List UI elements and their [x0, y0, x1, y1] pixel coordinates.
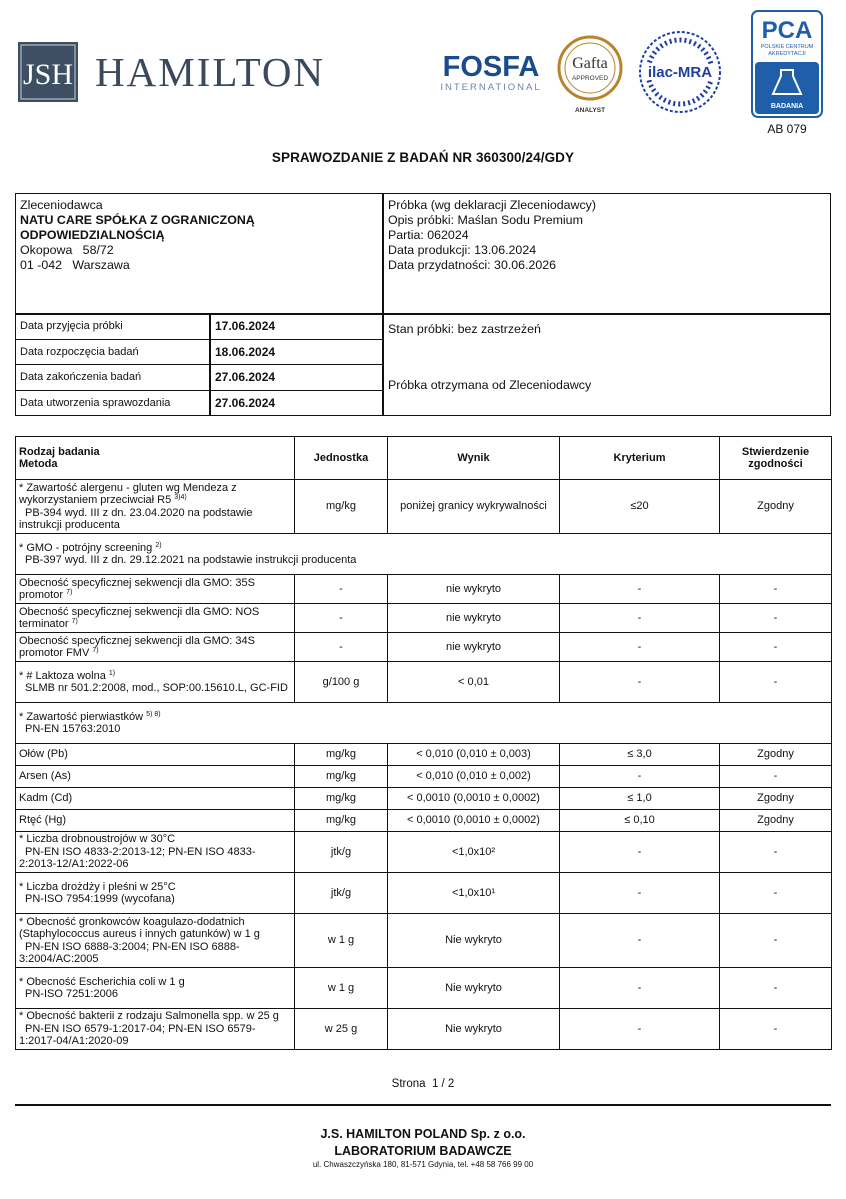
cell-result: < 0,010 (0,010 ± 0,002)	[388, 766, 560, 788]
cell-criterion: -	[560, 604, 720, 633]
cell-test: * Liczba drożdży i pleśni w 25°C PN-ISO 7954:1999 (wycofana)	[16, 873, 295, 914]
cell-unit: g/100 g	[295, 662, 388, 703]
cell-method: PB-394 wyd. III z dn. 23.04.2020 na podstawie instrukcji producenta	[19, 506, 253, 531]
divider	[209, 314, 211, 339]
cell-criterion: -	[560, 633, 720, 662]
date-label: Data przyjęcia próbki	[20, 320, 123, 332]
table-row	[16, 604, 832, 633]
cell-result: < 0,0010 (0,0010 ± 0,0002)	[388, 788, 560, 810]
cell-method: SLMB nr 501.2:2008, mod., SOP:00.15610.L, GC-FID	[25, 682, 288, 694]
header-result: Wynik	[388, 437, 560, 480]
table-row	[16, 832, 832, 873]
cell-unit: jtk/g	[295, 832, 388, 873]
cell-test: Kadm (Cd)	[16, 788, 295, 810]
cell-unit: w 1 g	[295, 968, 388, 1009]
header-unit: Jednostka	[295, 437, 388, 480]
cell-unit: mg/kg	[295, 766, 388, 788]
cell-test: Obecność specyficznej sekwencji dla GMO: NOS terminator $^{7)}$	[16, 604, 295, 633]
cell-conformity: Zgodny	[720, 480, 832, 534]
svg-text:BADANIA: BADANIA	[770, 103, 804, 110]
cell-result: < 0,0010 (0,0010 ± 0,0002)	[388, 810, 560, 832]
sample-expiry-date: Data przydatności: 30.06.2026	[388, 258, 557, 272]
brand-name: HAMILTON	[95, 49, 326, 95]
cell-result: nie wykryto	[388, 633, 560, 662]
cell-criterion: -	[560, 968, 720, 1009]
table-row	[16, 744, 832, 766]
table-row	[16, 968, 832, 1009]
table-row	[16, 703, 832, 744]
cell-criterion: -	[560, 662, 720, 703]
sample-batch: Partia: 062024	[388, 228, 469, 242]
cell-test: * Obecność bakterii z rodzaju Salmonella spp. w 25 g PN-EN ISO 6579-1:2017-04; PN-EN ISO 6579-1:2017-04/A1:2020-09	[16, 1009, 295, 1050]
cell-result: <1,0x10¹	[388, 873, 560, 914]
client-name: NATU CARE SPÓŁKA Z OGRANICZONĄ	[20, 213, 255, 227]
cell-method: PN-EN 15763:2010	[25, 723, 121, 735]
cell-method: PN-ISO 7954:1999 (wycofana)	[25, 893, 175, 905]
client-name-cont: ODPOWIEDZIALNOŚCIĄ	[20, 228, 165, 242]
results-table	[15, 436, 832, 1050]
cell-method: PN-EN ISO 6579-1:2017-04; PN-EN ISO 6579-1:2017-04/A1:2020-09	[19, 1022, 256, 1048]
svg-text:AKREDYTACJI: AKREDYTACJI	[768, 51, 806, 57]
cell-conformity: -	[720, 832, 832, 873]
pca-logo	[751, 10, 823, 118]
date-row	[15, 340, 383, 366]
date-value: 17.06.2024	[215, 319, 276, 333]
cell-conformity: -	[720, 1009, 832, 1050]
page-number: Strona 1 / 2	[391, 1078, 455, 1090]
date-row	[15, 314, 383, 340]
cell-method: PN-EN ISO 4833-2:2013-12; PN-EN ISO 4833-2:2013-12/A1:2022-06	[19, 845, 256, 871]
svg-text:APPROVED: APPROVED	[571, 75, 609, 82]
cell-conformity: -	[720, 662, 832, 703]
cell-criterion: ≤ 1,0	[560, 788, 720, 810]
cell-test: * GMO - potrójny screening $^{2)}$ PB-397 wyd. III z dn. 29.12.2021 na podstawie instrukcji producenta	[16, 534, 832, 575]
cell-test: Ołów (Pb)	[16, 744, 295, 766]
hamilton-logo-mark	[18, 42, 78, 102]
fosfa-logo	[436, 48, 546, 94]
table-row	[16, 480, 832, 534]
cell-criterion: ≤20	[560, 480, 720, 534]
table-row	[16, 1009, 832, 1050]
header-conformity: Stwierdzenie zgodności	[720, 437, 832, 480]
cell-conformity: -	[720, 575, 832, 604]
client-city: 01 -042 Warszawa	[20, 258, 130, 272]
client-block	[20, 198, 380, 273]
divider	[15, 1104, 831, 1106]
footer-lab: LABORATORIUM BADAWCZE	[334, 1144, 512, 1158]
sample-block	[388, 198, 818, 273]
cell-conformity: -	[720, 873, 832, 914]
date-label: Data rozpoczęcia badań	[20, 345, 139, 358]
divider	[209, 365, 211, 390]
cell-conformity: Zgodny	[720, 788, 832, 810]
cell-result: poniżej granicy wykrywalności	[388, 480, 560, 534]
cell-test: Obecność specyficznej sekwencji dla GMO: 35S promotor $^{7)}$	[16, 575, 295, 604]
cell-test: * Obecność Escherichia coli w 1 g PN-ISO 7251:2006	[16, 968, 295, 1009]
cell-test: * Zawartość alergenu - gluten wg Mendeza z wykorzystaniem przeciwciał R5 $^{3)4)}$ PB-394 wyd. III z dn. 23.04.2020 na podstawie instrukcji producenta	[16, 480, 295, 534]
table-row	[16, 914, 832, 968]
cell-conformity: -	[720, 633, 832, 662]
cell-result: Nie wykryto	[388, 968, 560, 1009]
cell-unit: w 1 g	[295, 914, 388, 968]
cell-unit: mg/kg	[295, 744, 388, 766]
cell-criterion: ≤ 0,10	[560, 810, 720, 832]
cell-criterion: -	[560, 575, 720, 604]
cell-conformity: -	[720, 914, 832, 968]
table-row	[16, 633, 832, 662]
cell-conformity: Zgodny	[720, 810, 832, 832]
client-street: Okopowa 58/72	[20, 243, 114, 257]
svg-text:PCA: PCA	[761, 17, 813, 44]
footer-address: ul. Chwaszczyńska 180, 81-571 Gdynia, tel. +48 58 766 99 00	[312, 1160, 534, 1169]
cell-criterion: -	[560, 914, 720, 968]
svg-text:POLSKIE CENTRUM: POLSKIE CENTRUM	[760, 44, 814, 50]
table-body	[16, 480, 832, 1050]
header-test: Rodzaj badania Metoda	[16, 437, 295, 480]
cell-method: PN-ISO 7251:2006	[25, 988, 118, 1000]
cell-conformity: Zgodny	[720, 744, 832, 766]
client-label: Zleceniodawca	[20, 198, 103, 212]
date-value: 18.06.2024	[215, 344, 276, 359]
sample-production-date: Data produkcji: 13.06.2024	[388, 243, 537, 257]
cell-unit: -	[295, 604, 388, 633]
svg-text:ANALYST: ANALYST	[574, 107, 606, 114]
cell-criterion: -	[560, 832, 720, 873]
cell-conformity: -	[720, 968, 832, 1009]
cell-test: * Liczba drobnoustrojów w 30°C PN-EN ISO 4833-2:2013-12; PN-EN ISO 4833-2:2013-12/A1:2022-06	[16, 832, 295, 873]
cell-result: < 0,010 (0,010 ± 0,003)	[388, 744, 560, 766]
cell-unit: -	[295, 575, 388, 604]
divider	[209, 391, 211, 417]
table-row	[16, 873, 832, 914]
date-label: Data utworzenia sprawozdania	[20, 396, 171, 409]
cell-unit: jtk/g	[295, 873, 388, 914]
cell-result: nie wykryto	[388, 575, 560, 604]
cell-unit: mg/kg	[295, 788, 388, 810]
date-row	[15, 391, 383, 417]
cell-unit: mg/kg	[295, 480, 388, 534]
cell-result: Nie wykryto	[388, 914, 560, 968]
cell-criterion: -	[560, 766, 720, 788]
svg-text:INTERNATIONAL: INTERNATIONAL	[440, 82, 542, 93]
cell-test: * # Laktoza wolna $^{1)}$ SLMB nr 501.2:2008, mod., SOP:00.15610.L, GC-FID	[16, 662, 295, 703]
svg-text:Gafta: Gafta	[572, 55, 608, 72]
date-value: 27.06.2024	[215, 395, 276, 410]
table-header-row	[16, 437, 832, 480]
table-row	[16, 788, 832, 810]
cell-criterion: -	[560, 1009, 720, 1050]
cell-conformity: -	[720, 604, 832, 633]
cell-conformity: -	[720, 766, 832, 788]
cell-method: PN-EN ISO 6888-3:2004; PN-EN ISO 6888-3:2004/AC:2005	[19, 940, 240, 965]
header-criterion: Kryterium	[560, 437, 720, 480]
table-row	[16, 662, 832, 703]
table-row	[16, 534, 832, 575]
cell-result: < 0,01	[388, 662, 560, 703]
table-row	[16, 810, 832, 832]
cell-test: Rtęć (Hg)	[16, 810, 295, 832]
sample-description: Opis próbki: Maślan Sodu Premium	[388, 213, 583, 227]
accreditation-number: AB 079	[767, 122, 807, 136]
date-row	[15, 365, 383, 391]
cell-result: <1,0x10²	[388, 832, 560, 873]
cell-method: PB-397 wyd. III z dn. 29.12.2021 na podstawie instrukcji producenta	[25, 554, 357, 566]
svg-text:FOSFA: FOSFA	[442, 51, 540, 83]
cell-criterion: ≤ 3,0	[560, 744, 720, 766]
footer-company: J.S. HAMILTON POLAND Sp. z o.o.	[320, 1127, 526, 1141]
svg-text:ilac-MRA: ilac-MRA	[647, 64, 713, 81]
table-row	[16, 575, 832, 604]
date-value: 27.06.2024	[215, 370, 276, 384]
sample-condition: Stan próbki: bez zastrzeżeń	[388, 322, 541, 336]
cell-test: Arsen (As)	[16, 766, 295, 788]
date-label: Data zakończenia badań	[20, 371, 142, 383]
cell-result: Nie wykryto	[388, 1009, 560, 1050]
sample-source: Próbka otrzymana od Zleceniodawcy	[388, 378, 592, 392]
cell-criterion: -	[560, 873, 720, 914]
cell-unit: -	[295, 633, 388, 662]
divider	[209, 340, 211, 365]
cell-unit: mg/kg	[295, 810, 388, 832]
table-row	[16, 766, 832, 788]
cell-result: nie wykryto	[388, 604, 560, 633]
cell-test: * Zawartość pierwiastków $^{5) 8)}$ PN-EN 15763:2010	[16, 703, 832, 744]
sample-label: Próbka (wg deklaracji Zleceniodawcy)	[388, 198, 596, 212]
logo-letters: JSH	[22, 58, 74, 91]
cell-test: Obecność specyficznej sekwencji dla GMO: 34S promotor FMV $^{7)}$	[16, 633, 295, 662]
cell-test: * Obecność gronkowców koagulazo-dodatnich (Staphylococcus aureus i innych gatunków) w 1 g PN-EN ISO 6888-3:2004; PN-EN ISO 6888-3:2004/AC:2005	[16, 914, 295, 968]
gafta-logo	[556, 34, 624, 114]
report-title: SPRAWOZDANIE Z BADAŃ NR 360300/24/GDY	[271, 150, 575, 165]
ilac-mra-logo	[638, 30, 722, 114]
cell-unit: w 25 g	[295, 1009, 388, 1050]
